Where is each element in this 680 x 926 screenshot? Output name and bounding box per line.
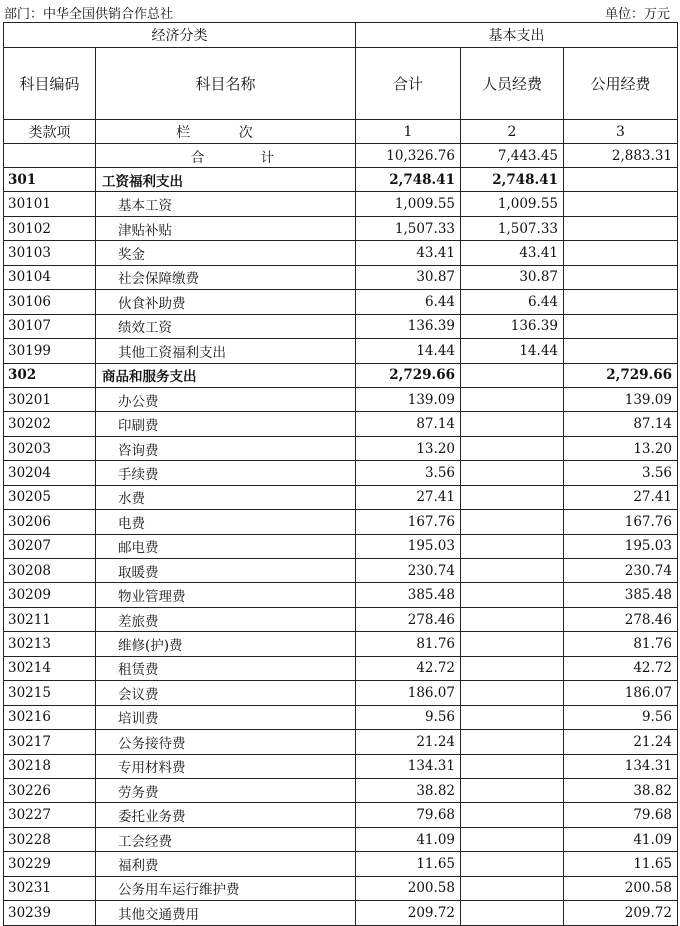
row-name: 福利费 [96,852,356,876]
table-row [4,827,678,851]
row-name: 商品和服务支出 [96,363,356,387]
row-public [564,339,678,363]
row-total: 13.20 [356,436,461,460]
row-name: 其他交通费用 [96,901,356,925]
row-personnel: 14.44 [461,339,564,363]
table-row [4,461,678,485]
row-total: 1,507.33 [356,216,461,240]
row-personnel [461,852,564,876]
row-personnel: 136.39 [461,314,564,338]
row-name: 工资福利支出 [96,168,356,192]
row-public [564,265,678,289]
row-public [564,290,678,314]
row-personnel [461,754,564,778]
row-code: 30107 [4,314,96,338]
row-code: 30104 [4,265,96,289]
table-row [4,803,678,827]
row-code: 30201 [4,387,96,411]
row-total: 87.14 [356,412,461,436]
grand-total-row [4,144,678,168]
row-name: 公务用车运行维护费 [96,876,356,900]
row-code: 30215 [4,681,96,705]
row-name: 专用材料费 [96,754,356,778]
row-personnel [461,607,564,631]
group-economic-classification: 经济分类 [4,23,356,48]
row-total: 2,748.41 [356,168,461,192]
group-header-row [4,23,678,48]
col-header-total: 合计 [356,48,461,120]
table-row [4,510,678,534]
row-total: 230.74 [356,559,461,583]
row-name: 会议费 [96,681,356,705]
row-public: 21.24 [564,730,678,754]
category-row [4,168,678,192]
table-row [4,314,678,338]
row-personnel [461,730,564,754]
row-total: 42.72 [356,656,461,680]
row-public: 209.72 [564,901,678,925]
row-name: 工会经费 [96,827,356,851]
table-row [4,559,678,583]
row-personnel [461,485,564,509]
row-code: 30228 [4,827,96,851]
row-name: 水费 [96,485,356,509]
row-personnel: 6.44 [461,290,564,314]
row-code: 30211 [4,607,96,631]
row-public: 134.31 [564,754,678,778]
row-code: 30204 [4,461,96,485]
row-total: 186.07 [356,681,461,705]
row-code: 30229 [4,852,96,876]
row-total: 136.39 [356,314,461,338]
table-row [4,583,678,607]
row-code: 30202 [4,412,96,436]
row-personnel [461,510,564,534]
table-row [4,485,678,509]
row-total: 11.65 [356,852,461,876]
row-name: 基本工资 [96,192,356,216]
table-row [4,754,678,778]
row-public: 79.68 [564,803,678,827]
row-personnel [461,436,564,460]
row-public: 167.76 [564,510,678,534]
row-public [564,314,678,338]
row-name: 邮电费 [96,534,356,558]
row-name: 手续费 [96,461,356,485]
row-name: 维修(护)费 [96,632,356,656]
row-code: 302 [4,363,96,387]
row-code: 30217 [4,730,96,754]
column-index-row [4,120,678,144]
table-row [4,778,678,802]
index-3: 3 [564,120,678,144]
row-total: 6.44 [356,290,461,314]
row-personnel [461,803,564,827]
row-name: 伙食补助费 [96,290,356,314]
row-code: 30203 [4,436,96,460]
row-personnel [461,559,564,583]
table-row [4,265,678,289]
row-name: 奖金 [96,241,356,265]
row-total: 200.58 [356,876,461,900]
row-code: 30103 [4,241,96,265]
row-public [564,168,678,192]
row-personnel [461,534,564,558]
row-total: 209.72 [356,901,461,925]
table-row [4,901,678,925]
row-personnel [461,778,564,802]
row-personnel: 43.41 [461,241,564,265]
index-1: 1 [356,120,461,144]
row-total: 27.41 [356,485,461,509]
total-public: 2,883.31 [564,144,678,168]
column-header-row [4,48,678,120]
row-public: 81.76 [564,632,678,656]
total-code [4,144,96,168]
row-code: 30205 [4,485,96,509]
table-row [4,632,678,656]
row-public [564,216,678,240]
row-personnel [461,681,564,705]
table-row [4,412,678,436]
table-row [4,852,678,876]
row-code: 30206 [4,510,96,534]
row-public: 87.14 [564,412,678,436]
row-code: 30213 [4,632,96,656]
table-row [4,339,678,363]
table-row [4,681,678,705]
row-personnel [461,876,564,900]
row-name: 其他工资福利支出 [96,339,356,363]
table-body [4,168,678,926]
row-name: 印刷费 [96,412,356,436]
row-total: 139.09 [356,387,461,411]
row-code: 30214 [4,656,96,680]
table-row [4,436,678,460]
table-row [4,290,678,314]
row-public: 278.46 [564,607,678,631]
row-public: 9.56 [564,705,678,729]
table-row [4,876,678,900]
col-header-code: 科目编码 [4,48,96,120]
row-public: 3.56 [564,461,678,485]
table-row [4,656,678,680]
row-total: 79.68 [356,803,461,827]
row-personnel [461,705,564,729]
row-public: 186.07 [564,681,678,705]
row-total: 43.41 [356,241,461,265]
row-total: 81.76 [356,632,461,656]
row-personnel: 1,009.55 [461,192,564,216]
col-header-public: 公用经费 [564,48,678,120]
unit-label: 单位：万元 [604,7,670,22]
row-total: 278.46 [356,607,461,631]
row-public: 38.82 [564,778,678,802]
row-code: 30102 [4,216,96,240]
row-name: 培训费 [96,705,356,729]
table-row [4,241,678,265]
row-total: 14.44 [356,339,461,363]
row-name: 物业管理费 [96,583,356,607]
report-header [0,0,680,22]
row-code: 30216 [4,705,96,729]
row-total: 167.76 [356,510,461,534]
row-personnel: 30.87 [461,265,564,289]
table-row [4,192,678,216]
row-personnel [461,632,564,656]
row-code: 30218 [4,754,96,778]
row-name: 办公费 [96,387,356,411]
row-public: 230.74 [564,559,678,583]
row-personnel [461,901,564,925]
row-public: 195.03 [564,534,678,558]
row-total: 3.56 [356,461,461,485]
row-name: 津贴补贴 [96,216,356,240]
expenditure-table [3,22,678,926]
row-code: 30106 [4,290,96,314]
row-public: 41.09 [564,827,678,851]
row-name: 劳务费 [96,778,356,802]
total-label: 合 计 [96,144,356,168]
row-name: 咨询费 [96,436,356,460]
row-total: 2,729.66 [356,363,461,387]
row-code: 30231 [4,876,96,900]
row-public: 13.20 [564,436,678,460]
row-total: 385.48 [356,583,461,607]
row-total: 9.56 [356,705,461,729]
index-code: 类款项 [4,120,96,144]
row-personnel [461,412,564,436]
row-public: 42.72 [564,656,678,680]
total-sum: 10,326.76 [356,144,461,168]
row-public: 11.65 [564,852,678,876]
row-public: 200.58 [564,876,678,900]
row-total: 195.03 [356,534,461,558]
row-personnel [461,827,564,851]
table-row [4,534,678,558]
group-basic-expenditure: 基本支出 [356,23,678,48]
row-public: 139.09 [564,387,678,411]
row-code: 30199 [4,339,96,363]
row-code: 30101 [4,192,96,216]
row-personnel [461,461,564,485]
index-name: 栏 次 [96,120,356,144]
row-total: 38.82 [356,778,461,802]
row-code: 30207 [4,534,96,558]
col-header-personnel: 人员经费 [461,48,564,120]
row-personnel [461,363,564,387]
row-name: 取暖费 [96,559,356,583]
row-public [564,241,678,265]
row-name: 公务接待费 [96,730,356,754]
row-code: 30227 [4,803,96,827]
row-code: 30208 [4,559,96,583]
row-personnel [461,583,564,607]
table-row [4,730,678,754]
row-total: 134.31 [356,754,461,778]
department-label: 部门：中华全国供销合作总社 [4,7,174,22]
row-public: 385.48 [564,583,678,607]
row-personnel [461,656,564,680]
row-name: 电费 [96,510,356,534]
row-code: 301 [4,168,96,192]
row-personnel: 2,748.41 [461,168,564,192]
row-name: 委托业务费 [96,803,356,827]
row-code: 30239 [4,901,96,925]
row-total: 21.24 [356,730,461,754]
table-row [4,216,678,240]
row-total: 30.87 [356,265,461,289]
row-public: 2,729.66 [564,363,678,387]
total-personnel: 7,443.45 [461,144,564,168]
row-name: 绩效工资 [96,314,356,338]
row-total: 41.09 [356,827,461,851]
index-2: 2 [461,120,564,144]
col-header-name: 科目名称 [96,48,356,120]
table-row [4,705,678,729]
row-code: 30209 [4,583,96,607]
row-name: 差旅费 [96,607,356,631]
table-row [4,387,678,411]
category-row [4,363,678,387]
row-total: 1,009.55 [356,192,461,216]
row-public: 27.41 [564,485,678,509]
row-public [564,192,678,216]
row-personnel: 1,507.33 [461,216,564,240]
row-code: 30226 [4,778,96,802]
row-name: 社会保障缴费 [96,265,356,289]
row-name: 租赁费 [96,656,356,680]
row-personnel [461,387,564,411]
table-row [4,607,678,631]
